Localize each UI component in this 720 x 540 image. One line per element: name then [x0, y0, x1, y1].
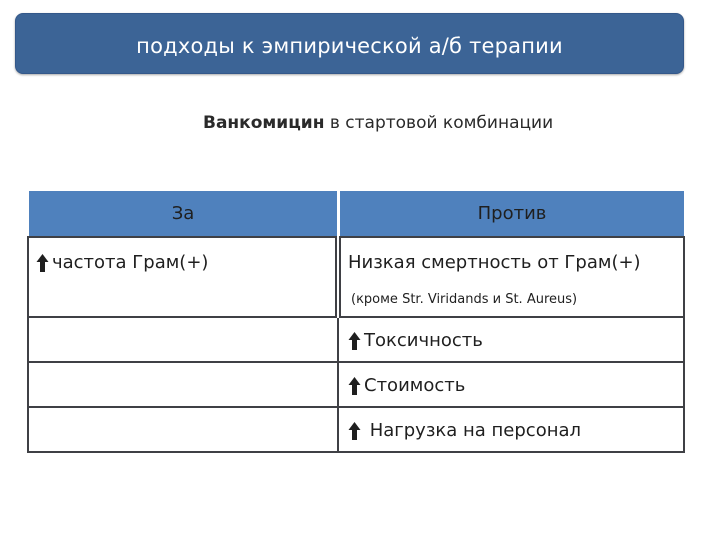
con-item	[348, 375, 465, 396]
pro-item-text: частота Грам(+)	[52, 252, 209, 273]
table-cell-con	[337, 408, 685, 453]
con-item	[348, 330, 483, 351]
table-cell-con	[337, 363, 685, 408]
column-header-for	[29, 191, 337, 236]
arrow-up-icon	[348, 376, 361, 396]
table-cell-con	[339, 236, 685, 318]
table-cell-con	[337, 318, 685, 363]
slide-title: подходы к эмпирической а/б терапии	[136, 34, 563, 58]
con-item-text: Токсичность	[364, 330, 483, 351]
arrow-up-icon	[36, 253, 49, 273]
con-note-text: (кроме Str. Viridands и St. Aureus)	[351, 292, 578, 307]
arrow-up-icon	[348, 331, 361, 351]
con-item	[348, 420, 581, 441]
con-note	[351, 292, 577, 307]
table-cell-empty	[27, 318, 339, 363]
con-main	[348, 252, 641, 273]
column-header-against	[340, 191, 684, 236]
pro-item	[36, 252, 208, 273]
slide-subtitle	[203, 113, 553, 133]
con-item-text: Нагрузка на персонал	[364, 420, 582, 441]
table-cell-empty	[27, 363, 339, 408]
column-header-for-label: За	[171, 203, 195, 224]
arrow-up-icon	[348, 421, 361, 441]
column-header-against-label: Против	[477, 203, 547, 224]
con-main-text: Низкая смертность от Грам(+)	[348, 252, 641, 273]
subtitle-rest: в стартовой комбинации	[324, 113, 554, 133]
table-cell-pro	[27, 236, 337, 318]
subtitle-bold: Ванкомицин	[203, 113, 325, 133]
table-cell-empty	[27, 408, 339, 453]
title-banner	[15, 13, 684, 74]
con-item-text: Стоимость	[364, 375, 466, 396]
